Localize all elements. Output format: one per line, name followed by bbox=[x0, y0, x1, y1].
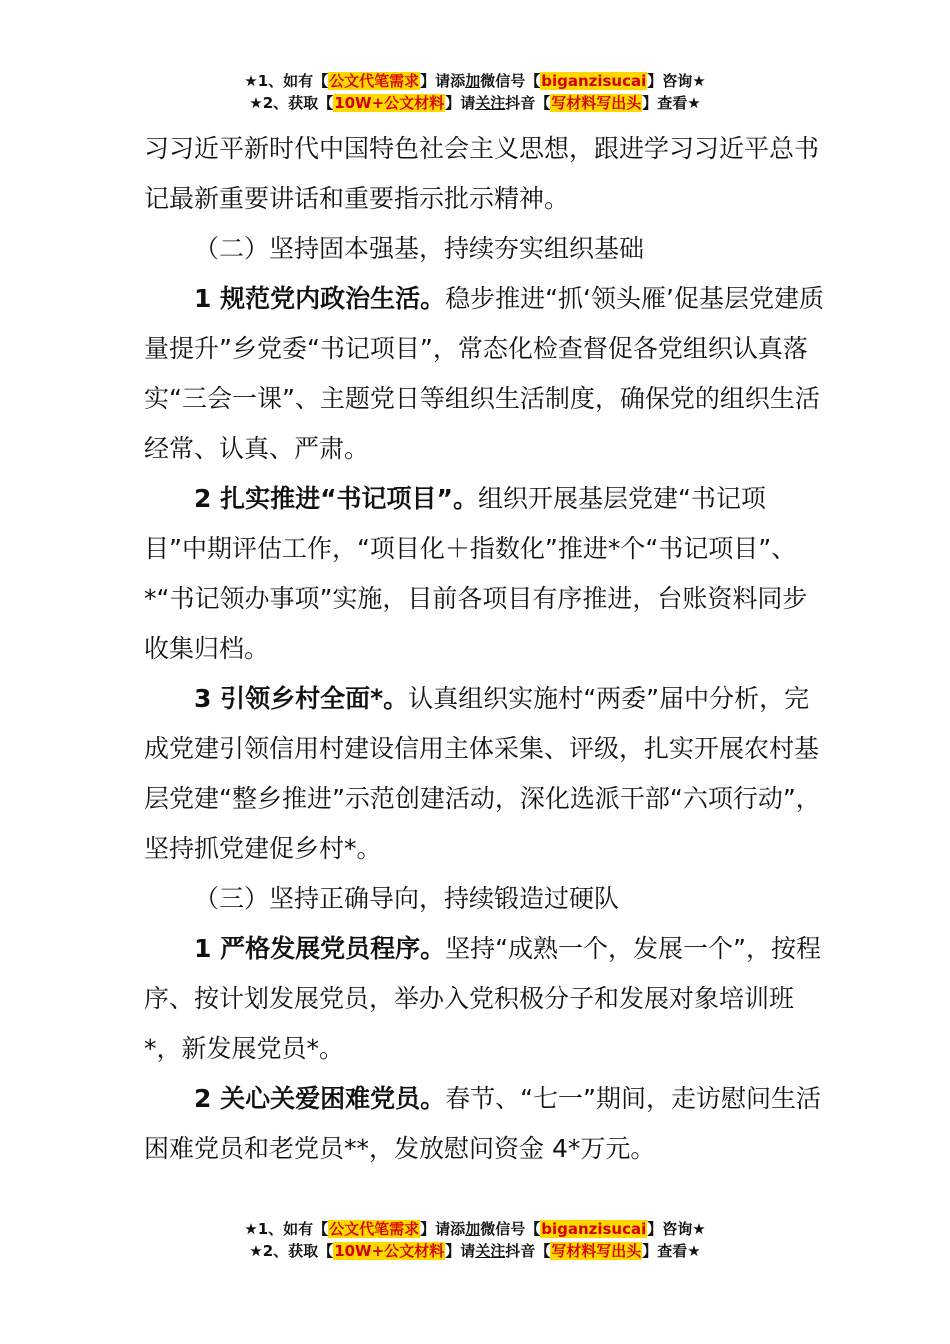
banner-line-2: ★2、获取【10W+公文材料】请关注抖音【写材料写出头】查看★ bbox=[249, 1242, 701, 1260]
item-heading: 3 引领乡村全面*。 bbox=[194, 684, 409, 713]
paragraph-item: 2 扎实推进“书记项目”。组织开展基层党建“书记项目”中期评估工作，“项目化＋指数化”推进*个“书记项目”、*“书记领办事项”实施，目前各项目有序推进，台账资料同步收集归档。 bbox=[144, 484, 808, 663]
footer-banner bbox=[0, 1218, 950, 1262]
highlight-douyin-account: 写材料写出头 bbox=[551, 94, 642, 112]
highlight-materials: 10W+公文材料 bbox=[334, 94, 445, 112]
document-body bbox=[144, 124, 824, 1174]
banner-line-1: ★1、如有【公文代笔需求】请添加微信号【biganzisucai】咨询★ bbox=[244, 1220, 706, 1238]
highlight-douyin-account: 写材料写出头 bbox=[551, 1242, 642, 1260]
paragraph-item: 1 规范党内政治生活。稳步推进“抓‘领头雁’促基层党建质量提升”乡党委“书记项目”，常态化检查督促各党组织认真落实“三会一课”、主题党日等组织生活制度，确保党的组织生活经常、认真、严肃。 bbox=[144, 284, 824, 463]
banner-line-2: ★2、获取【10W+公文材料】请关注抖音【写材料写出头】查看★ bbox=[249, 94, 701, 112]
highlight-materials: 10W+公文材料 bbox=[334, 1242, 445, 1260]
header-banner bbox=[0, 70, 950, 114]
item-heading: 1 规范党内政治生活。 bbox=[194, 284, 446, 313]
highlight-wechat-id: biganzisucai bbox=[541, 72, 647, 90]
item-heading: 2 扎实推进“书记项目”。 bbox=[194, 484, 478, 513]
paragraph-item: 3 引领乡村全面*。认真组织实施村“两委”届中分析，完成党建引领信用村建设信用主体采集、评级，扎实开展农村基层党建“整乡推进”示范创建活动，深化选派干部“六项行动”，坚持抓党建促乡村*。 bbox=[144, 684, 821, 863]
section-heading-3: （三）坚持正确导向，持续锻造过硬队 bbox=[194, 884, 620, 913]
section-heading-2: （二）坚持固本强基，持续夯实组织基础 bbox=[194, 234, 645, 263]
highlight-wechat-id: biganzisucai bbox=[541, 1220, 647, 1238]
banner-line-1: ★1、如有【公文代笔需求】请添加微信号【biganzisucai】咨询★ bbox=[244, 72, 706, 90]
paragraph-item: 1 严格发展党员程序。坚持“成熟一个，发展一个”，按程序、按计划发展党员，举办入党积极分子和发展对象培训班*，新发展党员*。 bbox=[144, 934, 822, 1063]
highlight-service: 公文代笔需求 bbox=[329, 1220, 420, 1238]
highlight-service: 公文代笔需求 bbox=[329, 72, 420, 90]
item-heading: 1 严格发展党员程序。 bbox=[194, 934, 446, 963]
item-heading: 2 关心关爱困难党员。 bbox=[194, 1084, 446, 1113]
paragraph-continuation: 习习近平新时代中国特色社会主义思想，跟进学习习近平总书记最新重要讲话和重要指示批示精神。 bbox=[144, 134, 820, 213]
paragraph-item: 2 关心关爱困难党员。春节、“七一”期间，走访慰问生活困难党员和老党员**，发放慰问资金 4*万元。 bbox=[144, 1084, 822, 1163]
